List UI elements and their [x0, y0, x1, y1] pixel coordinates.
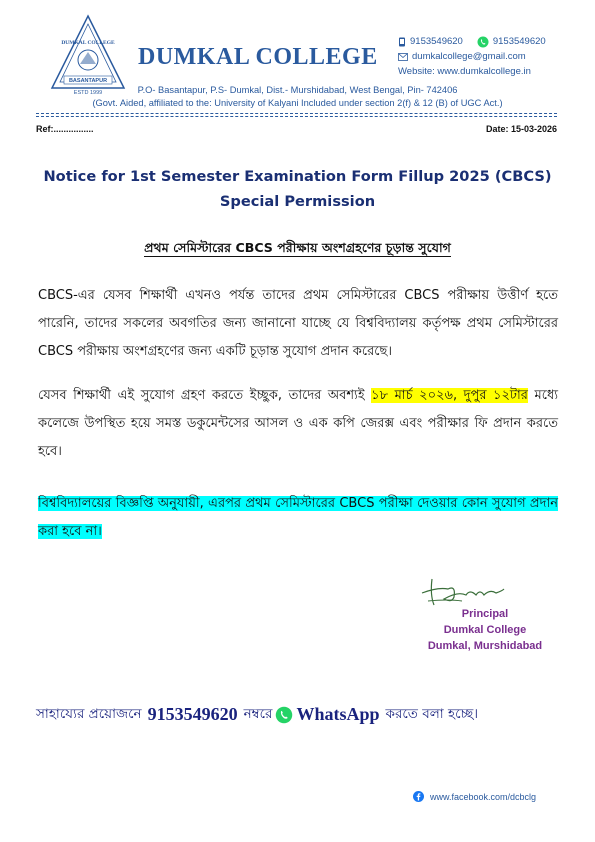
signature-block: [405, 606, 565, 654]
paragraph-2-rest: মধ্যে কলেজে উপস্থিত হয়ে সমস্ত ডকুমেন্টসের আসল ও এক কপি জেরক্স এবং পরীক্ষার ফি প্রদান করতে হবে।: [38, 388, 558, 459]
header-divider: [36, 113, 557, 114]
phone-icon: [398, 37, 406, 47]
help-line: [36, 703, 478, 726]
notice-title-line-2: Special Permission: [219, 193, 376, 210]
help-mid: নম্বরে: [243, 706, 273, 722]
facebook-footer: [413, 791, 536, 802]
whatsapp-number[interactable]: 9153549620: [492, 36, 546, 47]
deadline-highlight: ১৮ মার্চ ২০২৬, দুপুর ১২টার: [371, 388, 528, 403]
svg-text:DUMKAL COLLEGE: DUMKAL COLLEGE: [61, 40, 115, 46]
facebook-link[interactable]: www.facebook.com/dcbclg: [430, 791, 537, 802]
help-suffix: করতে বলা হচ্ছে।: [385, 706, 479, 722]
notice-paragraph-2: [38, 382, 558, 466]
paragraph-2-intro: যেসব শিক্ষার্থী এই সুযোগ গ্রহণ করতে ইচ্ছুক, তাদের অবশ্যই: [38, 388, 372, 403]
help-phone-number[interactable]: 9153549620: [147, 704, 238, 724]
website-row: [398, 64, 546, 79]
help-app-name: WhatsApp: [296, 704, 380, 724]
signatory-institution: Dumkal College: [443, 624, 527, 636]
address-line-1: P.O- Basantapur, P.S- Dumkal, Dist.- Murshidabad, West Bengal, Pin- 742406: [137, 85, 458, 95]
mail-icon: [398, 53, 408, 61]
signatory-location: Dumkal, Murshidabad: [427, 640, 543, 652]
reference-field: Ref:................: [36, 124, 94, 134]
contact-block: [398, 34, 546, 79]
notice-paragraph-1: CBCS-এর যেসব শিক্ষার্থী এখনও পর্যন্ত তাদের প্রথম সেমিস্টারের CBCS পরীক্ষায় উত্তীর্ণ হতে পারেনি, তাদের সকলের অবগতির জন্য জানানো যাচ্ছে যে বিশ্ববিদ্যালয় কর্তৃপক্ষ প্রথম সেমিস্টারের CBCS পরীক্ষায় অংশগ্রহণের জন্য একটি চূড়ান্ত সুযোগ প্রদান করেছে।: [38, 288, 558, 359]
phone-row: [398, 34, 546, 49]
svg-text:ESTD 1999: ESTD 1999: [73, 90, 103, 96]
notice-subtitle-text: প্রথম সেমিস্টারের CBCS পরীক্ষায় অংশগ্রহণের চূড়ান্ত সুযোগ: [144, 240, 451, 255]
email-row: [398, 49, 546, 64]
signatory-role: Principal: [461, 608, 509, 620]
help-prefix: সাহায্যের প্রয়োজনে: [36, 706, 142, 722]
notice-paragraph-3: [38, 490, 558, 546]
website-link[interactable]: Website: www.dumkalcollege.in: [398, 66, 531, 77]
address-line-2: (Govt. Aided, affiliated to the: University of Kalyani Included under section 2(f) & 12 (B) of UGC Act.): [92, 98, 503, 108]
phone-number[interactable]: 9153549620: [410, 36, 463, 47]
header-divider-2: [36, 116, 557, 117]
notice-subtitle: [0, 240, 595, 260]
notice-date: Date: 15-03-2026: [485, 124, 557, 134]
college-name: DUMKAL COLLEGE: [138, 44, 378, 70]
whatsapp-icon: [275, 706, 293, 724]
notice-title-line-1: Notice for 1st Semester Examination Form Fillup 2025 (CBCS): [43, 168, 552, 185]
facebook-icon: [413, 791, 424, 802]
whatsapp-icon: [477, 36, 489, 48]
svg-text:BASANTAPUR: BASANTAPUR: [68, 78, 108, 84]
college-address: [0, 84, 595, 110]
notice-title: [0, 164, 595, 214]
principal-signature: [418, 575, 508, 609]
email-link[interactable]: dumkalcollege@gmail.com: [412, 51, 526, 62]
warning-highlight: বিশ্ববিদ্যালয়ের বিজ্ঞপ্তি অনুযায়ী, এরপর প্রথম সেমিস্টারের CBCS পরীক্ষা দেওয়ার কোন সুযোগ প্রদান করা হবে না।: [38, 496, 558, 539]
